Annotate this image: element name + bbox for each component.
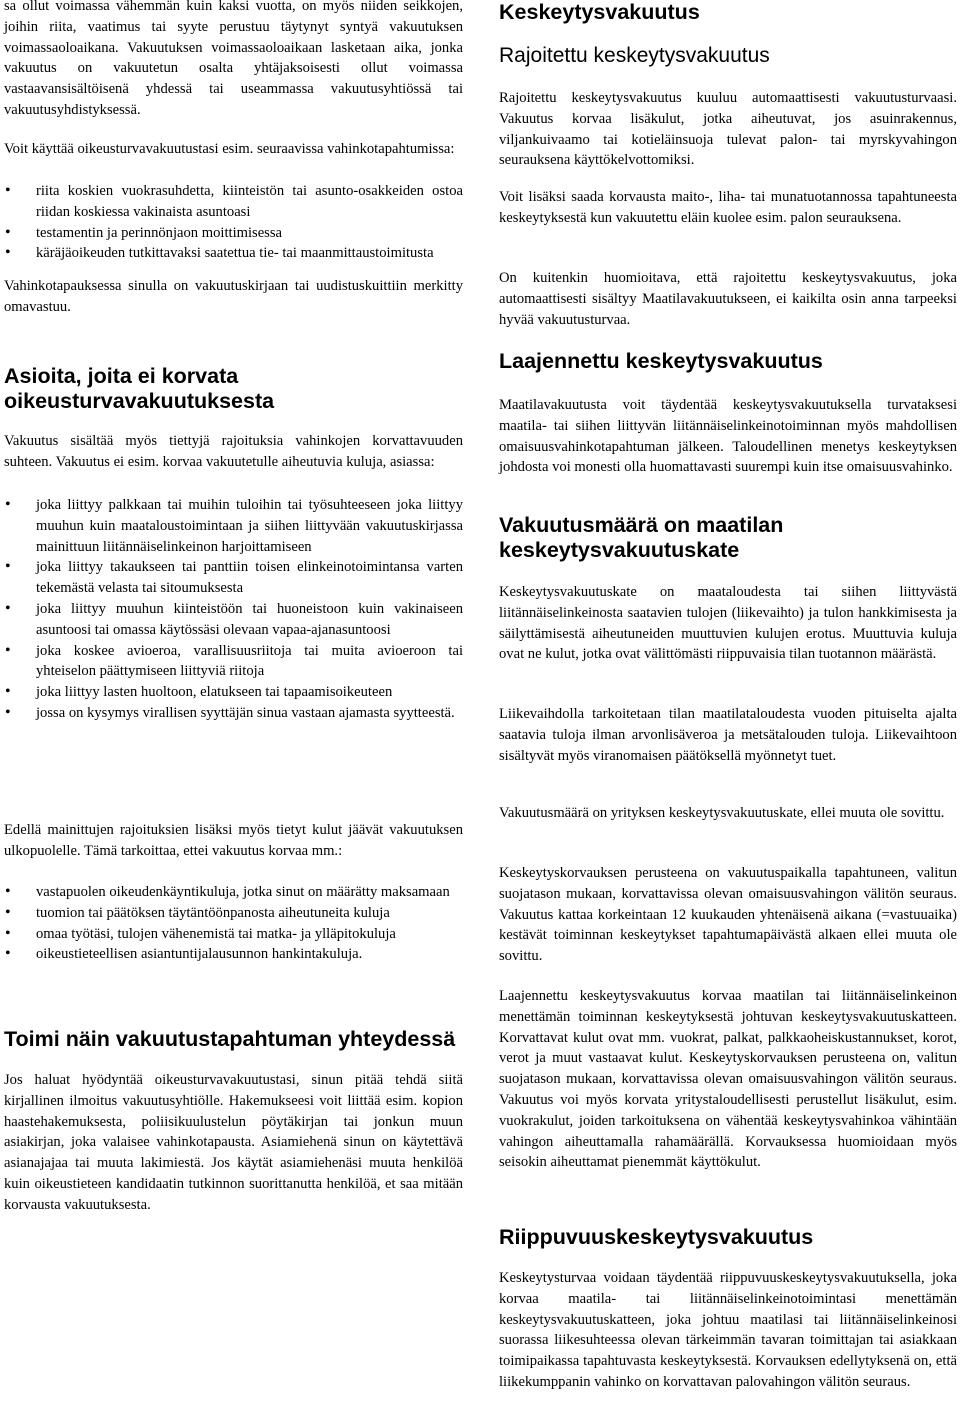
- list-item: • joka liittyy muuhun kiinteistöön tai huoneistoon kuin vakinaiseen asuntoosi tai omassa käytössäsi olevaan vapaa-ajanasuntoosi: [4, 599, 463, 641]
- list-item: • oikeustieteellisen asiantuntijalausunnon hankintakuluja.: [4, 944, 463, 965]
- dependency-paragraph: Keskeytysturvaa voidaan täydentää riippuvuuskeskeytysvakuutuksella, joka korvaa maatila- tai liitännäiselinkeinotoimintasi menettämän keskeytysvakuutuskatteen, joka johtuu maatilasi tai liitännäiselinkeinosi suorassa liikesuhteessa olevan tärkeimmän tavaran toimittajan tai asiakkaan toimipaikassa tapahtuvasta keskeytyksestä. Korvauksen edellytyksenä on, että liikekumppanin vahinko on korvattavan palovahingon välitön seuraus.: [499, 1270, 957, 1390]
- action-paragraph: Jos haluat hyödyntää oikeusturvavakuutustasi, sinun pitää tehdä siitä kirjallinen ilmoitus vakuutusyhtiölle. Hakemukseesi voit liittää esim. kopion haastehakemuksesta, poliisikuulustelun pöytäkirjan tai jonkun muun asiakirjan, joka valaisee vahinkotapausta. Asiamiehenä sinun on käytettävä asianajajaa tai muuta lakimiestä. Jos käytät asiamiehenäsi muuta henkilöä kuin oikeustieteen kandidaatin tutkinnon suorittanutta henkilöä, et saa mitään korvausta vakuutuksesta.: [4, 1072, 463, 1213]
- list-item: • omaa työtäsi, tulojen vähenemistä tai matka- ja ylläpitokuluja: [4, 924, 463, 945]
- list-item: • joka liittyy palkkaan tai muihin tuloihin tai työsuhteeseen joka liittyy muuhun kuin maataloustoimintaan ja siihen liittyvään vakuutuskirjassa mainittuun liitännäiselinkeinon harjoittamiseen: [4, 495, 463, 557]
- limited-heading: Rajoitettu keskeytysvakuutus: [499, 44, 770, 67]
- list-item: • tuomion tai päätöksen täytäntöönpanosta aiheutuneita kuluja: [4, 903, 463, 924]
- extended-paragraph: Maatilavakuutusta voit täydentää keskeytysvakuutuksella turvataksesi maatila- tai siihen liittyvän liitännäiselinkeinotoiminnan myös mahdollisen omaisuusvahinkotapahtuman jälkeen. Taloudellinen menetys keskeytyksen johdosta voi monesti olla huomattavasti suurempi kuin itse omaisuusvahinko.: [499, 397, 957, 476]
- list-item: • riita koskien vuokrasuhdetta, kiinteistön tai asunto-osakkeiden ostoa riidan koskiessa vakinaista asuntoasi: [4, 181, 463, 223]
- list-item: • joka liittyy lasten huoltoon, elatukseen tai tapaamisoikeuteen: [4, 682, 463, 703]
- sum-paragraph-4: Keskeytyskorvauksen perusteena on vakuutuspaikalla tapahtuneen, valitun suojatason mukaan, korvattavissa olevan omaisuusvahingon välitön seuraus. Vakuutus kattaa korkeintaan 12 kuukauden yhtenäisenä aikana (=vastuuaika) kestävät toiminnan keskeytykset tapahtumapäivästä alkaen ellei muuta ole sovittu.: [499, 865, 957, 965]
- list-item: • testamentin ja perinnönjaon moittimisessa: [4, 223, 463, 244]
- interruption-heading: Keskeytysvakuutus: [499, 0, 700, 24]
- list-item: • käräjäoikeuden tutkittavaksi saatettua tie- tai maanmittaustoimitusta: [4, 243, 463, 264]
- dependency-heading: Riippuvuuskeskeytysvakuutus: [499, 1225, 814, 1249]
- use-cases-intro: Voit käyttää oikeusturvavakuutustasi esim. seuraavissa vahinkotapahtumissa:: [4, 141, 455, 157]
- sum-heading: Vakuutusmäärä on maatilan keskeytysvakuutuskate: [499, 513, 784, 562]
- costs-paragraph: Edellä mainittujen rajoituksien lisäksi myös tietyt kulut jäävät vakuutuksen ulkopuolelle. Tämä tarkoittaa, ettei vakuutus korvaa mm.:: [4, 822, 463, 859]
- action-heading: Toimi näin vakuutustapahtuman yhteydessä: [4, 1027, 456, 1051]
- exclusions-heading: Asioita, joita ei korvata oikeusturvavakuutuksesta: [4, 364, 275, 413]
- use-cases-list: [4, 181, 463, 264]
- limited-paragraph-1: Rajoitettu keskeytysvakuutus kuuluu automaattisesti vakuutusturvaasi. Vakuutus korvaa lisäkulut, jotka aiheutuvat, jos asuinrakennus, viljankuivaamo tai kotieläinsuoja tulevat palon- tai myrskyvahingon seurauksena käyttökelvottomiksi.: [499, 90, 957, 169]
- extended-heading: Laajennettu keskeytysvakuutus: [499, 349, 823, 373]
- intro-paragraph: sa ollut voimassa vähemmän kuin kaksi vuotta, on myös niiden seikkojen, joihin riita, vaatimus tai syyte perustuu täytynyt syntyä vakuutuksen voimassaoloaikana. Vakuutuksen voimassaoloaikaan lasketaan aika, jonka vakuutus on vakuutetun osalta yhtäjaksoisesti ollut voimassa vastaavansisältöisenä yhdessä tai useammassa vakuutusyhtiössä tai vakuutusyhdistyksessä.: [4, 0, 463, 118]
- sum-paragraph-3: Vakuutusmäärä on yrityksen keskeytysvakuutuskate, ellei muuta ole sovittu.: [499, 805, 945, 821]
- limited-paragraph-2: Voit lisäksi saada korvausta maito-, liha- tai munatuotannossa tapahtuneesta keskeytyksestä kun vakuutettu eläin kuolee esim. palon seurauksena.: [499, 189, 957, 226]
- exclusions-paragraph: Vakuutus sisältää myös tiettyjä rajoituksia vahinkojen korvattavuuden suhteen. Vakuutus ei esim. korvaa vakuutetulle aiheutuvia kuluja, asiassa:: [4, 433, 463, 470]
- list-item: • joka koskee avioeroa, varallisuusriitoja tai muita avioeroon tai yhteiselon päättymiseen liittyviä riitoja: [4, 641, 463, 683]
- sum-paragraph-1: Keskeytysvakuutuskate on maataloudesta tai siihen liittyvästä liitännäiselinkeinosta saatavien tulojen (liikevaihto) ja tulon hankkimisesta ja säilyttämisestä aiheutuneiden muuttuvien kulujen erotus. Muuttuvia kuluja ovat ne kulut, jotka ovat välittömästi riippuvaisia tilan tuotannon määrästä.: [499, 584, 957, 663]
- sum-paragraph-2: Liikevaihdolla tarkoitetaan tilan maatilataloudesta vuoden pituiselta ajalta saatavia tuloja ilman arvonlisäveroa ja metsätalouden tuloja. Liikevaihtoon sisältyvät myös viranomaisen päätöksellä myönnetyt tuet.: [499, 706, 957, 764]
- list-item: • joka liittyy takaukseen tai panttiin toisen elinkeinotoimintansa varten tekemästä velasta tai sitoumuksesta: [4, 557, 463, 599]
- costs-list: [4, 882, 463, 965]
- sum-paragraph-5: Laajennettu keskeytysvakuutus korvaa maatilan tai liitännäiselinkeinon menettämän toiminnan keskeytyksestä johtuvan keskeytysvakuutuskatteen. Korvattavat kulut ovat mm. vuokrat, palkat, palkkaoheiskustannukset, korot, verot ja muut vastaavat kulut. Keskeytyskorvauksen perusteena on, valitun suojatason mukaan, korvattavissa olevan omaisuusvahingon välitön seuraus. Vakuutus voi myös korvata yritystaloudellisesti perustellut lisäkulut, esim. vuokrakulut, joiden tarkoituksena on vähentää keskeytysvahinkoa vähintään vahingon aiheuttamalla rahamäärällä. Korvauksessa huomioidaan myös seisokin aiheuttamat pienemmät käyttökulut.: [499, 988, 957, 1171]
- deductible-paragraph: Vahinkotapauksessa sinulla on vakuutuskirjaan tai uudistuskuittiin merkitty omavastuu.: [4, 278, 463, 315]
- exclusions-list: [4, 495, 463, 724]
- list-item: • vastapuolen oikeudenkäyntikuluja, jotka sinut on määrätty maksamaan: [4, 882, 463, 903]
- list-item: • jossa on kysymys virallisen syyttäjän sinua vastaan ajamasta syytteestä.: [4, 703, 463, 724]
- limited-paragraph-3: On kuitenkin huomioitava, että rajoitettu keskeytysvakuutus, joka automaattisesti sisältyy Maatilavakuutukseen, ei kaikilta osin anna tarpeeksi hyvää vakuutusturvaa.: [499, 270, 957, 328]
